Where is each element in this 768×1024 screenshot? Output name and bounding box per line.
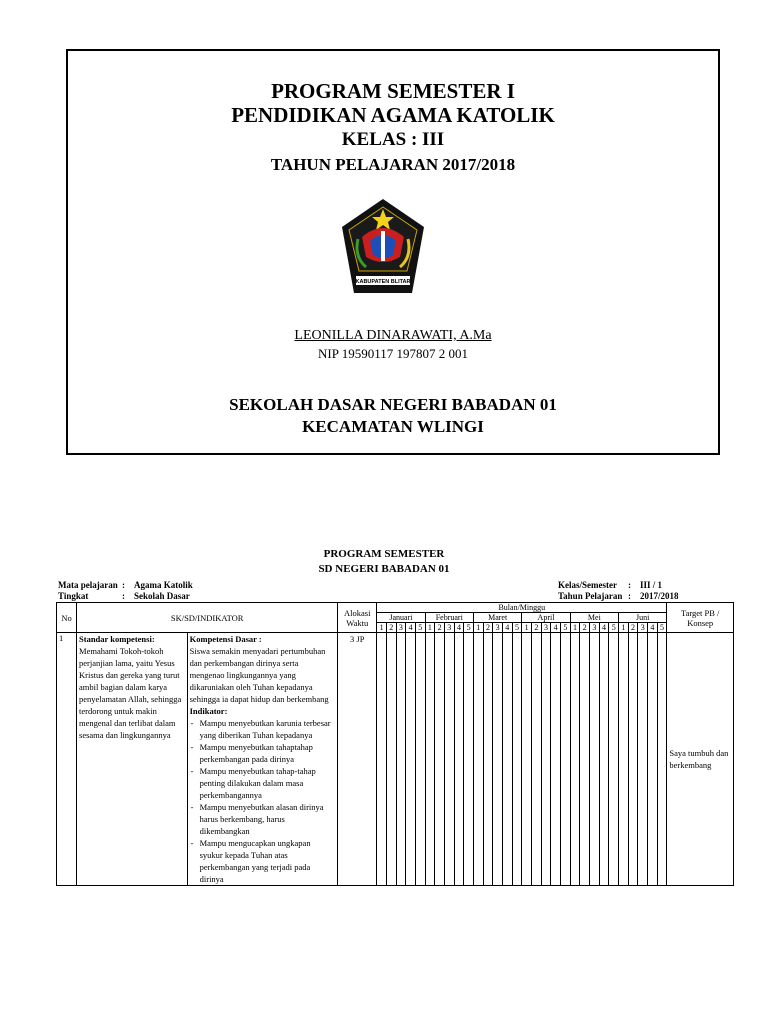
week-header: 4 [502, 623, 512, 633]
week-cell [561, 633, 571, 886]
sk-title: Standar kompetensi: [79, 634, 155, 644]
week-header: 4 [406, 623, 416, 633]
program-title: PROGRAM SEMESTER [323, 548, 445, 560]
week-cell [657, 633, 667, 886]
sk-text: Memahami Tokoh-tokoh perjanjian lama, yaitu Yesus Kristus dan gereka yang turut ambil bagian dalam karya penyelamatan Allah, sehingga terdorong untuk makin mengenal dan terlibat dalam sesama dan lingkungannya [79, 646, 182, 740]
week-header: 3 [541, 623, 551, 633]
week-cell [396, 633, 406, 886]
header-sk: SK/SD/INDIKATOR [77, 603, 338, 633]
week-header: 1 [522, 623, 532, 633]
week-cell [522, 633, 532, 886]
kd-title: Kompetensi Dasar : [189, 634, 262, 644]
week-cell [377, 633, 387, 886]
week-header: 2 [628, 623, 638, 633]
author-nip: NIP 19590117 197807 2 001 [318, 346, 468, 361]
week-cell [570, 633, 580, 886]
week-header: 5 [512, 623, 522, 633]
week-cell [541, 633, 551, 886]
week-header: 3 [396, 623, 406, 633]
kd-cell [187, 633, 338, 886]
program-subtitle: SD NEGERI BABADAN 01 [318, 563, 450, 575]
week-cell [386, 633, 396, 886]
week-header: 2 [580, 623, 590, 633]
week-cell [406, 633, 416, 886]
week-cell [599, 633, 609, 886]
meta-year: Tahun Pelajaran : 2017/2018 [558, 591, 679, 601]
school-name: SEKOLAH DASAR NEGERI BABADAN 01 [229, 395, 557, 414]
week-cell [580, 633, 590, 886]
header-bulan: Bulan/Minggu [377, 603, 667, 613]
week-header: 5 [609, 623, 619, 633]
row-number: 1 [57, 633, 77, 886]
week-header: 1 [473, 623, 483, 633]
month-header: Juni [619, 613, 667, 623]
week-cell [415, 633, 425, 886]
meta-level: Tingkat : Sekolah Dasar [58, 591, 190, 601]
week-cell [628, 633, 638, 886]
indicator-title: Indikator: [189, 706, 228, 716]
indicator-item: - Mampu menyebutkan alasan dirinya harus berkembang, harus dikembangkan [200, 801, 336, 837]
week-cell [464, 633, 474, 886]
sk-cell [77, 633, 188, 886]
week-cell [444, 633, 454, 886]
week-cell [483, 633, 493, 886]
cover-frame [66, 49, 720, 455]
week-cell [551, 633, 561, 886]
school-district: KECAMATAN WLINGI [302, 417, 484, 436]
cover-subject: PENDIDIKAN AGAMA KATOLIK [231, 103, 555, 127]
week-header: 2 [483, 623, 493, 633]
indicator-item: - Mampu menyebutkan karunia terbesar yang diberikan Tuhan kepadanya [200, 717, 336, 741]
week-cell [648, 633, 658, 886]
kd-text: Siswa semakin menyadari pertumbuhan dan perkembangan dirinya serta mengenao lingkungannya yang dikaruniakan oleh Tuhan kepadanya sehingga ia dapat hidup dan berkembang [189, 646, 329, 704]
week-header: 5 [561, 623, 571, 633]
week-header: 3 [493, 623, 503, 633]
month-header: Januari [377, 613, 425, 623]
indicator-item: - Mampu menyebutkan tahaptahap perkembangan pada dirinya [200, 741, 336, 765]
cover-title: PROGRAM SEMESTER I [271, 79, 515, 103]
month-header: April [522, 613, 570, 623]
indicator-item: - Mampu mengucapkan ungkapan syukur kepada Tuhan atas perkembangan yang terjadi pada dirinya [200, 837, 336, 885]
week-header: 1 [570, 623, 580, 633]
program-table [56, 602, 734, 886]
week-cell [435, 633, 445, 886]
week-header: 4 [551, 623, 561, 633]
week-header: 3 [638, 623, 648, 633]
week-cell [619, 633, 629, 886]
target-value: Saya tumbuh dan berkembang [667, 633, 734, 886]
week-header: 5 [657, 623, 667, 633]
kabupaten-blitar-logo [340, 197, 426, 295]
meta-subject: Mata pelajaran : Agama Katolik [58, 580, 193, 590]
week-cell [512, 633, 522, 886]
week-cell [531, 633, 541, 886]
week-header: 1 [619, 623, 629, 633]
week-cell [590, 633, 600, 886]
week-cell [502, 633, 512, 886]
header-alokasi: Alokasi Waktu [338, 603, 377, 633]
week-header: 3 [590, 623, 600, 633]
week-cell [493, 633, 503, 886]
author-name: LEONILLA DINARAWATI, A.Ma [294, 328, 492, 343]
cover-year: TAHUN PELAJARAN 2017/2018 [270, 155, 516, 174]
week-header: 2 [435, 623, 445, 633]
week-header: 4 [648, 623, 658, 633]
week-header: 5 [415, 623, 425, 633]
week-header: 5 [464, 623, 474, 633]
week-cell [425, 633, 435, 886]
week-cell [473, 633, 483, 886]
month-header: Mei [570, 613, 618, 623]
week-header: 1 [425, 623, 435, 633]
week-cell [454, 633, 464, 886]
week-header: 1 [377, 623, 387, 633]
week-header: 4 [454, 623, 464, 633]
week-header: 3 [444, 623, 454, 633]
alokasi-value: 3 JP [338, 633, 377, 886]
week-cell [609, 633, 619, 886]
indicator-list [190, 717, 336, 885]
week-header: 2 [386, 623, 396, 633]
week-header: 4 [599, 623, 609, 633]
indicator-item: - Mampu menyebutkan tahap-tahap penting dilakukan dalam masa perkembangannya [200, 765, 336, 801]
header-no: No [57, 603, 77, 633]
header-target: Target PB / Konsep [667, 603, 734, 633]
logo-caption: KABUPATEN BLITAR [355, 279, 411, 285]
month-header: Maret [473, 613, 521, 623]
week-cell [638, 633, 648, 886]
week-header: 2 [531, 623, 541, 633]
month-header: Februari [425, 613, 473, 623]
meta-class: Kelas/Semester : III / 1 [558, 580, 663, 590]
cover-class: KELAS : III [341, 129, 445, 150]
